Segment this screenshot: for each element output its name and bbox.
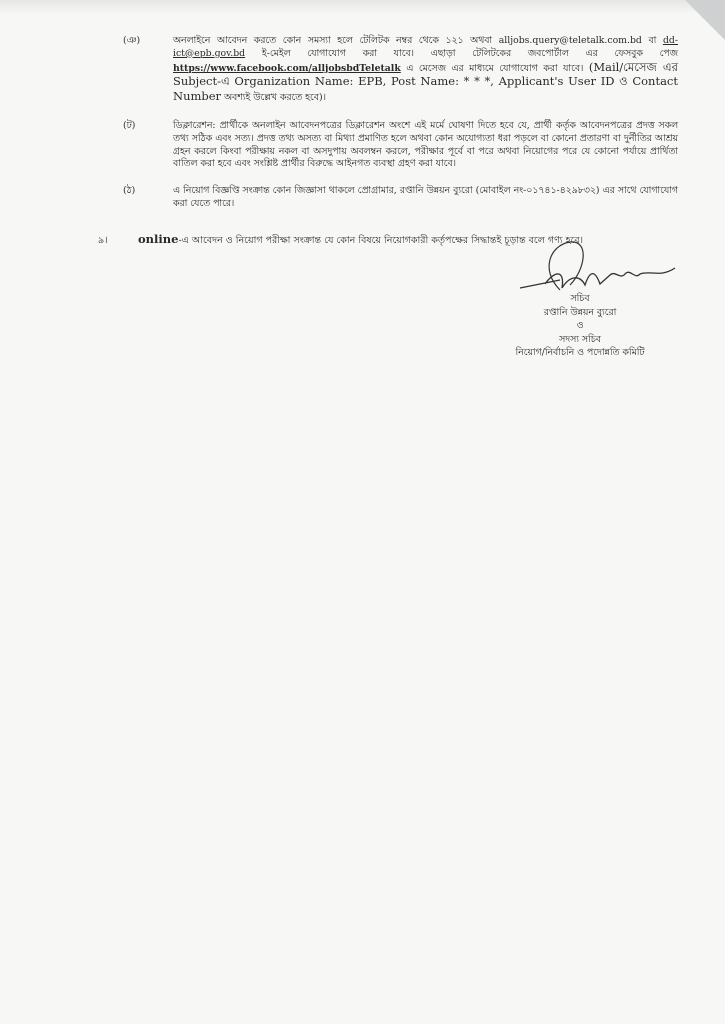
clause-nya	[123, 35, 678, 105]
clause-label: (ঞ)	[123, 35, 141, 46]
folded-corner	[685, 0, 725, 40]
subject-instructions: (Mail/মেসেজ এর Subject-এ Organization Name: EPB, Post Name: * * *, Applicant's User ID ও Contact Number	[173, 59, 678, 104]
clause-text: ই-মেইল যোগাযোগ করা যাবে। এছাড়া টেলিটকের জবপোর্টাল এর ফেসবুক পেজ	[245, 47, 678, 59]
scan-shadow	[0, 0, 725, 14]
email-link[interactable]: dd-ict@epb.gov.bd	[173, 35, 678, 59]
clause-text: অবশ্যই উল্লেখ করতে হবে)।	[221, 92, 326, 104]
clause-text: এ নিয়োগ বিজ্ঞপ্তি সংক্রান্ত কোন জিজ্ঞাসা থাকলে প্রোগ্রামার, রপ্তানি উন্নয়ন ব্যুরো (মোবাইল নং-০১৭৪১-৪২৯৮৩২) এর সাথে যোগাযোগ করা যেতে পারে।	[173, 185, 678, 209]
signatory-role: সদস্য সচিব	[559, 333, 601, 345]
facebook-link[interactable]: https://www.facebook.com/alljobsbdTeletalk	[173, 62, 401, 74]
signatory-org: রপ্তানি উন্নয়ন ব্যুরো	[543, 306, 617, 318]
clause-text: অনলাইনে আবেদন করতে কোন সমস্যা হলে টেলিটক নম্বর থেকে ১২১ অথবা alljobs.query@teletalk.com.bd বা	[173, 35, 663, 46]
clause-text: ডিক্লারেশন: প্রার্থীকে অনলাইন আবেদনপত্রের ডিক্লারেশন অংশে এই মর্মে ঘোষণা দিতে হবে যে, প্রার্থী কর্তৃক আবেদনপত্রের প্রদত্ত সকল তথ্য সঠিক এবং সত্য। প্রদত্ত তথ্য অসত্য বা মিথ্যা প্রমাণিত হলে অথবা কোন অযোগ্যতা ধরা পড়লে বা কোনো প্রতারণা বা দুর্নীতির আশ্রয় গ্রহন করলে কিংবা পরীক্ষায় নকল বা অসদুপায় অবলম্বন করলে, পরীক্ষার পূর্বে বা পরে অথবা নিয়োগের পরে যে কোনো পর্যায়ে প্রার্থিতা বাতিল করা হবে এবং সংশ্লিষ্ট প্রার্থীর বিরুদ্ধে আইনগত ব্যবস্থা গ্রহণ করা যাবে।	[173, 120, 678, 170]
clause-label: (ট)	[123, 120, 136, 131]
clause-tha	[123, 185, 678, 211]
section-number: ৯।	[98, 235, 108, 246]
signatory-and: ও	[576, 320, 584, 331]
signatory-title: সচিব	[570, 293, 590, 304]
clause-text: এ মেসেজ এর মাধ্যমে যোগাযোগ করা যাবে।	[400, 62, 589, 74]
section-text: -এ আবেদন ও নিয়োগ পরীক্ষা সংক্রান্ত যে কোন বিষয়ে নিয়োগকারী কর্তৃপক্ষের সিদ্ধান্তই চূড়ান্ত বলে গণ্য হবে।	[178, 235, 584, 246]
clause-ta	[123, 120, 678, 171]
signature-block	[470, 292, 690, 360]
signature-image	[500, 240, 690, 300]
online-bold: online	[138, 232, 179, 246]
signatory-committee: নিয়োগ/নির্বাচনি ও পদোন্নতি কমিটি	[515, 347, 645, 358]
clause-label: (ঠ)	[123, 185, 136, 196]
